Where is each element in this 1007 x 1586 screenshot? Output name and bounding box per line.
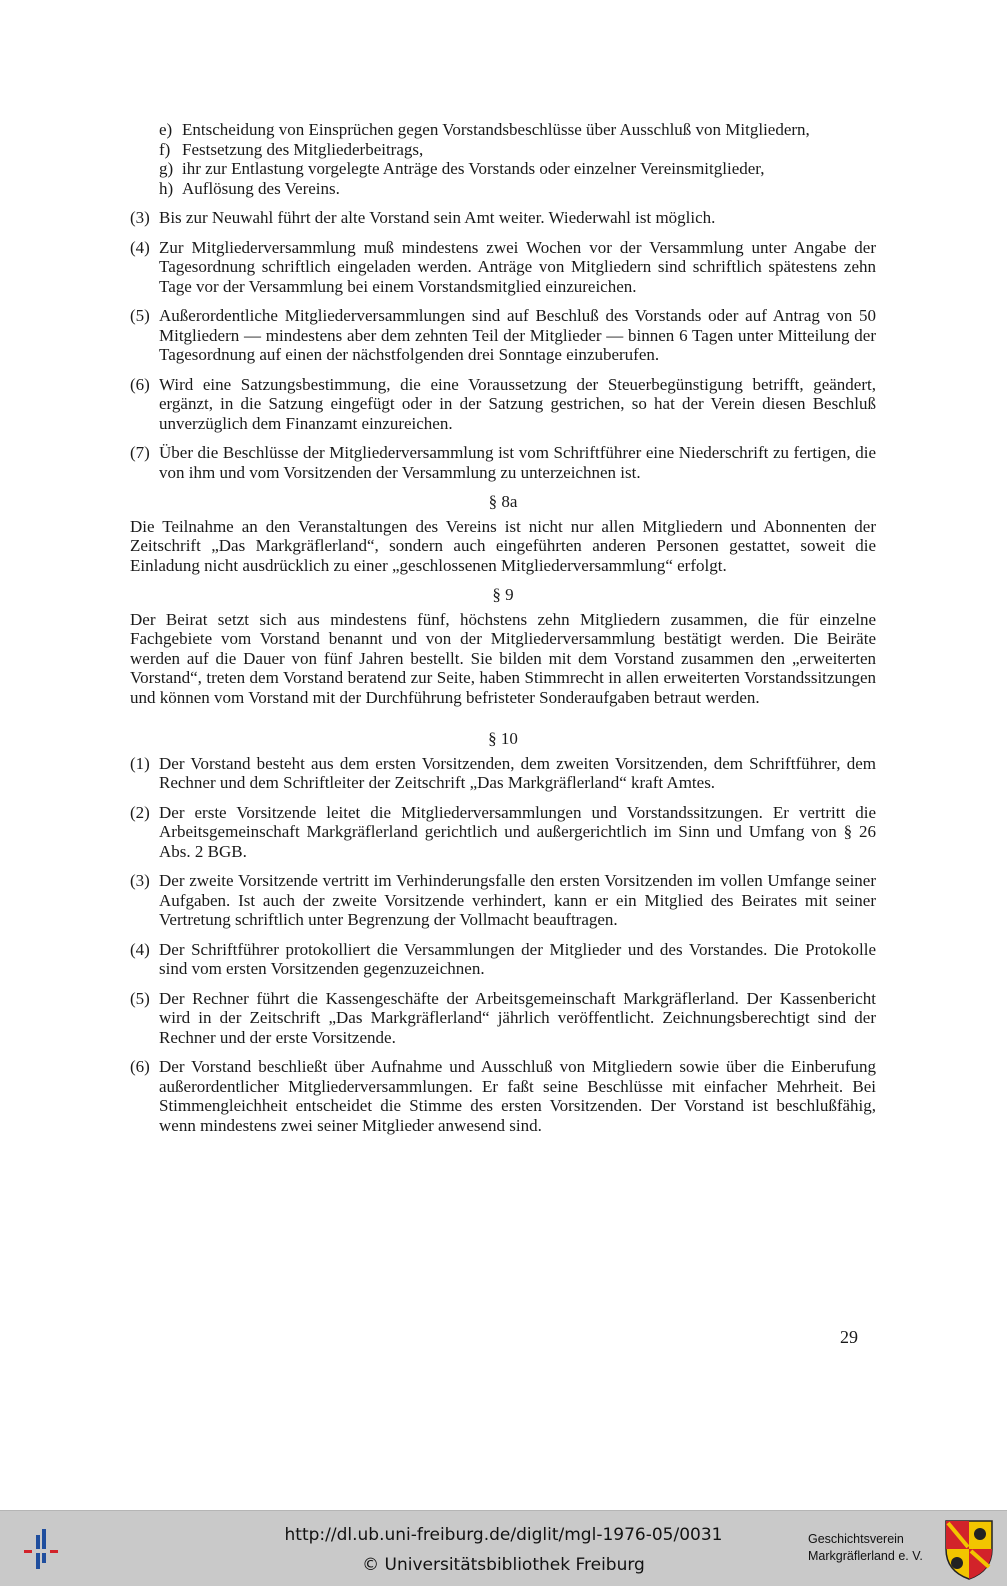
list-item-text: Auflösung des Vereins. bbox=[182, 178, 340, 198]
coat-of-arms-icon[interactable] bbox=[944, 1519, 994, 1581]
list-item bbox=[130, 140, 876, 160]
item-number: (6) bbox=[130, 374, 150, 394]
list-item-number: e) bbox=[159, 120, 173, 139]
list-item-text: Festsetzung des Mitgliederbeitrags, bbox=[182, 139, 424, 159]
list-item-number: g) bbox=[159, 159, 174, 178]
item-number: (6) bbox=[130, 1057, 150, 1076]
item-text: Wird eine Satzungsbestimmung, die eine Voraussetzung der Steuerbegünstigung betrifft, geändert, ergänzt, in die Satzung eingefügt oder in der Satzung gestrichen, so hat der Verein diesen Beschluß unverzüglich dem Finanzamt einzureichen. bbox=[159, 374, 876, 433]
item-text: Der zweite Vorsitzende vertritt im Verhinderungsfalle den ersten Vorsitzenden im vollen Umfange seiner Aufgaben. Ist auch der zweite Vorsitzende verhindert, kann er ein Mitglied des Beirates mit seiner Vertretung schriftlich unter Begrenzung der Vollmacht beauftragen. bbox=[159, 871, 876, 929]
footer-copyright: © Universitätsbibliothek Freiburg bbox=[362, 1555, 645, 1575]
item-number: (2) bbox=[130, 802, 150, 822]
paragraph-item bbox=[130, 375, 876, 434]
list-item bbox=[130, 159, 876, 179]
list-item bbox=[130, 120, 876, 140]
footer-society-name bbox=[808, 1531, 928, 1565]
paragraph-item bbox=[130, 443, 876, 482]
item-number: (3) bbox=[130, 208, 150, 227]
section-9-text: Der Beirat setzt sich aus mindestens fünf, höchstens zehn Mitgliedern zusammen, die für einzelne Fachgebiete vom Vorstand benannt und von der Mitgliederversammlung bestätigt werden. Die Beiräte werden auf die Dauer von fünf Jahren bestellt. Sie bilden mit dem Vorstand zusammen den „erweiterten Vorstand“, treten dem Vorstand beratend zur Seite, haben Stimmrecht in allen erweiterten Vorstandssitzungen und können vom Vorstand mit der Durchführung befristeter Sonderaufgaben betraut werden. bbox=[130, 609, 876, 707]
society-line-2: Markgräflerland e. V. bbox=[808, 1549, 923, 1563]
item-text: Außerordentliche Mitgliederversammlungen sind auf Beschluß des Vorstands oder auf Antrag von 50 Mitgliedern — mindestens aber dem zehnten Teil der Mitglieder — binnen 6 Tagen unter Mitteilung der Tagesordnung auf einen der nächstfolgenden drei Sonntage einzuberufen. bbox=[159, 306, 876, 364]
section-heading-10: § 10 bbox=[488, 729, 518, 748]
paragraph-item bbox=[130, 754, 876, 793]
list-item bbox=[130, 179, 876, 199]
item-number: (1) bbox=[130, 753, 150, 773]
paragraph-item bbox=[130, 803, 876, 862]
item-text: Zur Mitgliederversammlung muß mindestens zwei Wochen vor der Versammlung unter Angabe der Tagesordnung schriftlich eingeladen werden. Anträge von Mitgliedern sind schriftlich spätestens zehn Tage vor der Versammlung bei einem Vorstandsmitglied einzureichen. bbox=[159, 237, 876, 296]
paragraph-item bbox=[130, 940, 876, 979]
page-number: 29 bbox=[840, 1327, 858, 1347]
footer-url-link[interactable]: http://dl.ub.uni-freiburg.de/diglit/mgl-1976-05/0031 bbox=[284, 1525, 723, 1545]
item-text: Über die Beschlüsse der Mitgliederversammlung ist vom Schriftführer eine Niederschrift zu fertigen, die von ihm und vom Vorsitzenden der Versammlung zu unterzeichnen ist. bbox=[159, 443, 876, 482]
item-text: Der erste Vorsitzende leitet die Mitgliederversammlungen und Vorstandssitzungen. Er vertritt die Arbeitsgemeinschaft Markgräflerland gerichtlich und außergerichtlich im Sinn und Umfang von § 26 Abs. 2 BGB. bbox=[159, 802, 876, 861]
item-text: Der Vorstand besteht aus dem ersten Vorsitzenden, dem zweiten Vorsitzenden, dem Schriftführer, dem Rechner und dem Schriftleiter der Zeitschrift „Das Markgräflerland“ kraft Amtes. bbox=[159, 753, 876, 792]
item-number: (4) bbox=[130, 939, 150, 959]
section-heading-8a: § 8a bbox=[488, 492, 518, 511]
item-number: (5) bbox=[130, 306, 150, 325]
paragraph-item bbox=[130, 208, 876, 228]
paragraph-item bbox=[130, 871, 876, 930]
item-text: Bis zur Neuwahl führt der alte Vorstand sein Amt weiter. Wiederwahl ist möglich. bbox=[159, 208, 716, 227]
item-number: (5) bbox=[130, 988, 150, 1008]
item-number: (3) bbox=[130, 871, 150, 890]
item-text: Der Schriftführer protokolliert die Versammlungen der Mitglieder und des Vorstandes. Die Protokolle sind vom ersten Vorsitzenden gegenzuzeichnen. bbox=[159, 939, 876, 978]
list-item-number: f) bbox=[159, 139, 171, 159]
item-text: Der Rechner führt die Kassengeschäfte der Arbeitsgemeinschaft Markgräflerland. Der Kassenbericht wird in der Zeitschrift „Das Markgräflerland“ jährlich veröffentlicht. Zeichnungsberechtigt sind der Rechner und der erste Vorsitzende. bbox=[159, 988, 876, 1047]
footer-bar bbox=[0, 1510, 1007, 1586]
paragraph-item bbox=[130, 1057, 876, 1135]
section-heading-9: § 9 bbox=[492, 585, 514, 604]
society-line-1: Geschichtsverein bbox=[808, 1532, 904, 1546]
item-number: (7) bbox=[130, 443, 150, 462]
paragraph-item bbox=[130, 238, 876, 297]
section-8a-text: Die Teilnahme an den Veranstaltungen des Vereins ist nicht nur allen Mitgliedern und Abonnenten der Zeitschrift „Das Markgräflerland“, sondern auch eingeführten anderen Personen gestattet, soweit die Einladung nicht ausdrücklich zu einer „geschlossenen Mitgliederversammlung“ erfolgt. bbox=[130, 516, 876, 575]
item-number: (4) bbox=[130, 237, 150, 257]
paragraph-item bbox=[130, 306, 876, 365]
paragraph-item bbox=[130, 989, 876, 1048]
document-text bbox=[130, 120, 876, 1135]
list-item-text: ihr zur Entlastung vorgelegte Anträge des Vorstands oder einzelner Vereinsmitglieder, bbox=[182, 159, 765, 178]
list-item-number: h) bbox=[159, 178, 174, 198]
list-item-text: Entscheidung von Einsprüchen gegen Vorstandsbeschlüsse über Ausschluß von Mitgliedern, bbox=[182, 120, 810, 139]
item-text: Der Vorstand beschließt über Aufnahme und Ausschluß von Mitgliedern sowie über die Einberufung außerordentlicher Mitgliederversammlungen. Er faßt seine Beschlüsse mit einfacher Mehrheit. Bei Stimmengleichheit entscheidet die Stimme des ersten Vorsitzenden. Der Vorstand ist beschlußfähig, wenn mindestens zwei seiner Mitglieder anwesend sind. bbox=[159, 1057, 876, 1135]
